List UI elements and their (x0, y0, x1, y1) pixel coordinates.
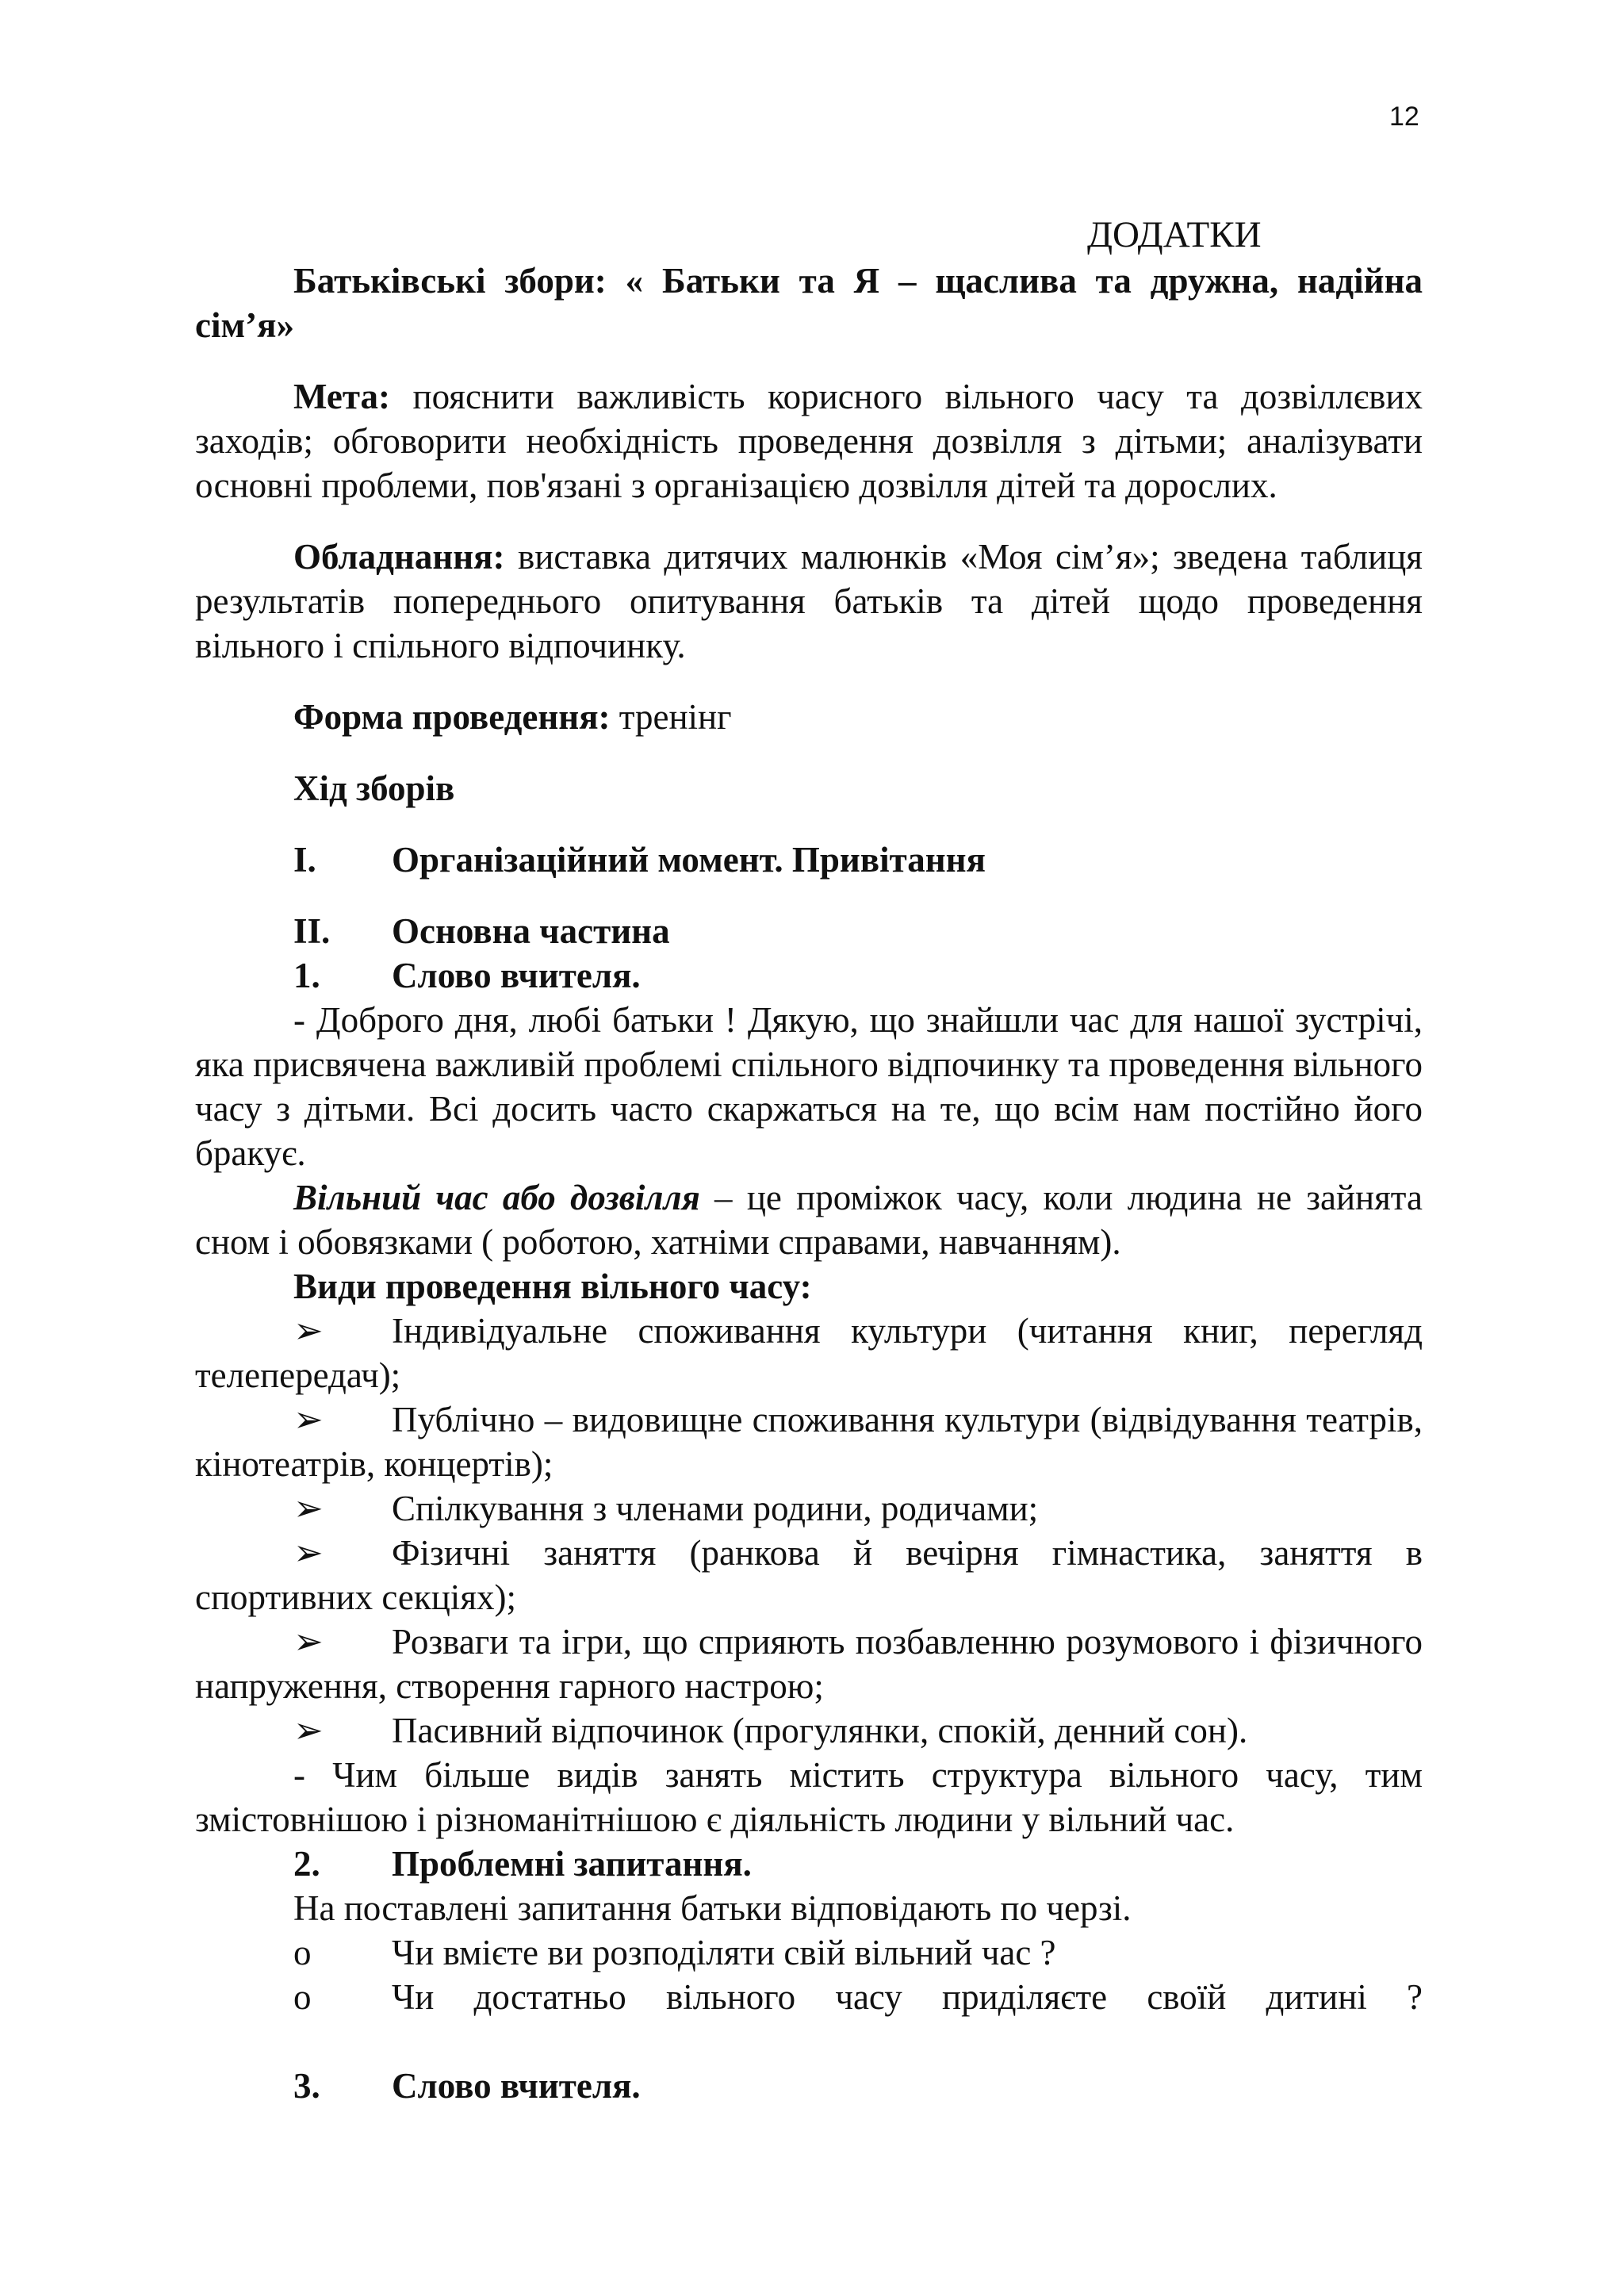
section-1-number: I. (293, 840, 316, 880)
definition-term: Вільний час або дозвілля (293, 1178, 700, 1217)
list-item (195, 1309, 1423, 1397)
goal-paragraph (195, 374, 1423, 508)
form-text: тренінг (610, 697, 732, 737)
arrow-bullet-icon: ➢ (293, 1533, 324, 1573)
definition-paragraph (195, 1175, 1423, 1264)
document-title: Батьківські збори: « Батьки та Я – щаслива та дружна, надійна сім’я» (195, 261, 1423, 345)
list-item (195, 1708, 1423, 1753)
list-item (195, 1486, 1423, 1531)
arrow-bullet-icon: ➢ (293, 1311, 324, 1351)
section-1-title: Організаційний момент. Привітання (392, 840, 986, 880)
equipment-paragraph (195, 535, 1423, 668)
circle-bullet-icon: o (293, 1933, 312, 1972)
questions-intro: На поставлені запитання батьки відповідають по черзі. (293, 1888, 1132, 1928)
course-heading: Хід зборів (293, 769, 455, 808)
page-number: 12 (1389, 102, 1419, 132)
definition-text: – це проміжок часу, коли людина не зайнята сном і обовязками ( роботою, хатніми справами, навчанням). (195, 1178, 1423, 1262)
conclusion-paragraph: - Чим більше видів занять містить структура вільного часу, тим змістовнішою і різноманітнішою є діяльність людини у вільний час. (195, 1755, 1423, 1839)
list-item (195, 1531, 1423, 1619)
goal-text: пояснити важливість корисного вільного часу та дозвіллєвих заходів; обговорити необхідність проведення дозвілля з дітьми; аналізувати основні проблеми, пов'язані з організацією дозвілля дітей та дорослих. (195, 377, 1423, 505)
question-text: Чи вмієте ви розподіляти свій вільний час ? (392, 1933, 1056, 1972)
document-body (195, 213, 1423, 2108)
question-text: Чи достатньо вільного часу приділяєте своїй дитині ? (392, 1977, 1423, 2017)
item-2-title: Проблемні запитання. (392, 1844, 752, 1884)
list-item-text: Публічно – видовищне споживання культури (відвідування театрів, кінотеатрів, концертів); (195, 1400, 1423, 1484)
circle-bullet-icon: o (293, 1977, 312, 2017)
list-item-text: Індивідуальне споживання культури (читання книг, перегляд телепередач); (195, 1311, 1423, 1395)
question-item (195, 1930, 1423, 1975)
form-paragraph (195, 695, 1423, 739)
list-item-text: Фізичні заняття (ранкова й вечірня гімнастика, заняття в спортивних секціях); (195, 1533, 1423, 1617)
list-item (195, 1619, 1423, 1708)
section-1 (195, 838, 1423, 882)
item-3-title: Слово вчителя. (392, 2066, 641, 2106)
item-1-number: 1. (293, 956, 320, 995)
equipment-text: виставка дитячих малюнків «Моя сім’я»; зведена таблиця результатів попереднього опитування батьків та дітей щодо проведення вільного і спільного відпочинку. (195, 537, 1423, 665)
arrow-bullet-icon: ➢ (293, 1400, 324, 1439)
item-1 (195, 953, 1423, 998)
leisure-types-list (195, 1309, 1423, 1753)
arrow-bullet-icon: ➢ (293, 1622, 324, 1662)
form-label: Форма проведення: (293, 697, 611, 737)
item-2-number: 2. (293, 1844, 320, 1884)
arrow-bullet-icon: ➢ (293, 1711, 324, 1750)
item-2 (195, 1842, 1423, 1886)
equipment-label: Обладнання: (293, 537, 505, 577)
item-3-number: 3. (293, 2066, 320, 2106)
item-1-title: Слово вчителя. (392, 956, 641, 995)
list-item-text: Спілкування з членами родини, родичами; (392, 1489, 1039, 1528)
list-item-text: Розваги та ігри, що сприяють позбавленню розумового і фізичного напруження, створення гарного настрою; (195, 1622, 1423, 1706)
list-item (195, 1397, 1423, 1486)
item-3 (195, 2064, 1423, 2108)
goal-label: Мета: (293, 377, 390, 416)
section-2-number: II. (293, 911, 331, 951)
list-item-text: Пасивний відпочинок (прогулянки, спокій, денний сон). (392, 1711, 1248, 1750)
section-2-title: Основна частина (392, 911, 670, 951)
types-heading: Види проведення вільного часу: (293, 1267, 812, 1306)
greeting-paragraph: - Доброго дня, любі батьки ! Дякую, що знайшли час для нашої зустрічі, яка присвячена важливій проблемі спільного відпочинку та проведення вільного часу з дітьми. Всі досить часто скаржаться на те, що всім нам постійно його бракує. (195, 1000, 1423, 1173)
arrow-bullet-icon: ➢ (293, 1489, 324, 1528)
question-item (195, 1975, 1423, 2019)
section-2 (195, 909, 1423, 953)
appendix-heading: ДОДАТКИ (1087, 214, 1262, 255)
